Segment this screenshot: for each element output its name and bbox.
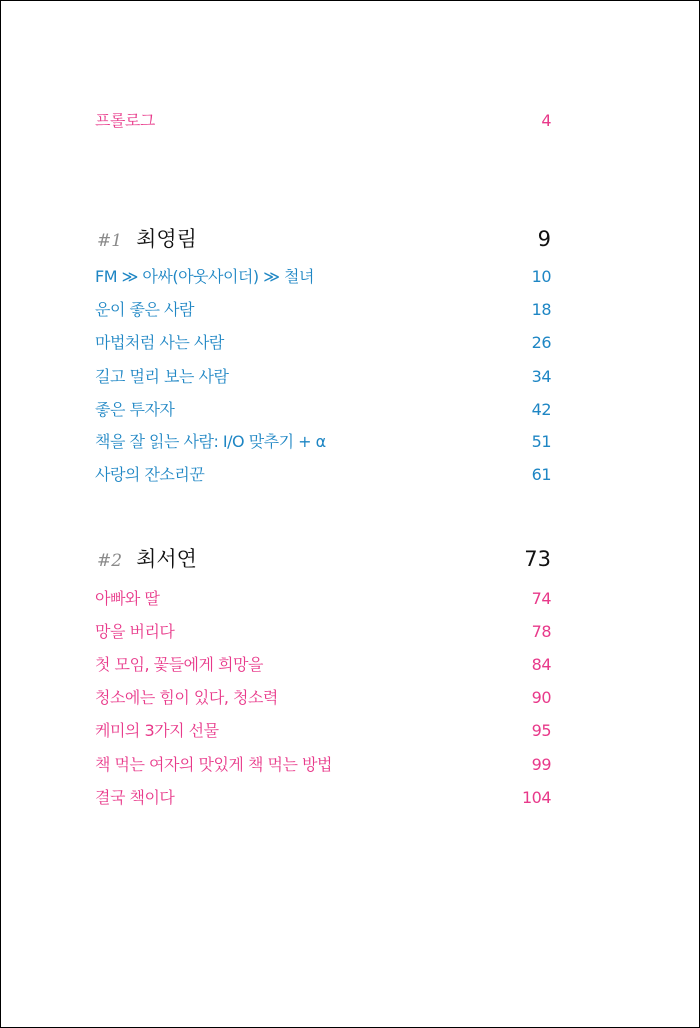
entry-page: 90 — [531, 688, 551, 707]
toc-entry[interactable] — [95, 685, 551, 708]
chapter-heading-2[interactable] — [97, 543, 551, 573]
toc-entry[interactable] — [95, 429, 551, 452]
entry-title: 사랑의 잔소리꾼 — [95, 465, 205, 484]
entry-title: 아빠와 딸 — [95, 589, 160, 608]
entry-page: 99 — [531, 755, 551, 774]
chapter-heading-1[interactable] — [97, 223, 551, 253]
chapter-page: 9 — [537, 227, 551, 251]
toc-entry[interactable] — [95, 397, 551, 420]
entry-title: 마법처럼 사는 사람 — [95, 333, 224, 352]
entry-title: 망을 버리다 — [95, 622, 175, 641]
entry-page: 104 — [521, 788, 551, 807]
chapter-name: 최영림 — [136, 227, 197, 251]
entry-title: 운이 좋은 사람 — [95, 300, 194, 319]
chapter-number: #2 — [97, 551, 123, 571]
toc-entry[interactable] — [95, 586, 551, 609]
chapter-page: 73 — [524, 547, 551, 571]
toc-entry[interactable] — [95, 718, 551, 741]
toc-entry[interactable] — [95, 330, 551, 353]
entry-title: 결국 책이다 — [95, 788, 175, 807]
toc-entry[interactable] — [95, 785, 551, 808]
entry-title: 케미의 3가지 선물 — [95, 721, 219, 740]
entry-page: 78 — [531, 622, 551, 641]
toc-entry-prologue[interactable] — [95, 108, 551, 131]
entry-title: 좋은 투자자 — [95, 400, 175, 419]
toc-entry[interactable] — [95, 297, 551, 320]
entry-page: 84 — [531, 655, 551, 674]
entry-page: 61 — [531, 465, 551, 484]
toc-entry[interactable] — [95, 752, 551, 775]
entry-page: 4 — [541, 111, 551, 130]
toc-entry[interactable] — [95, 264, 551, 287]
chapter-number: #1 — [97, 231, 123, 251]
entry-title: 프롤로그 — [95, 111, 155, 130]
entry-title: 길고 멀리 보는 사람 — [95, 367, 229, 386]
chapter-name: 최서연 — [136, 547, 197, 571]
toc-entry[interactable] — [95, 652, 551, 675]
entry-title: 첫 모임, 꽃들에게 희망을 — [95, 655, 263, 674]
entry-title: 청소에는 힘이 있다, 청소력 — [95, 688, 278, 707]
entry-page: 95 — [531, 721, 551, 740]
entry-page: 18 — [531, 300, 551, 319]
entry-title: 책 먹는 여자의 맛있게 책 먹는 방법 — [95, 755, 332, 774]
entry-title: 책을 잘 읽는 사람: I/O 맞추기 + α — [95, 432, 326, 451]
entry-page: 26 — [531, 333, 551, 352]
entry-page: 42 — [531, 400, 551, 419]
entry-title: FM ≫ 아싸(아웃사이더) ≫ 철녀 — [95, 267, 314, 286]
entry-page: 51 — [531, 432, 551, 451]
entry-page: 10 — [531, 267, 551, 286]
toc-entry[interactable] — [95, 364, 551, 387]
toc-entry[interactable] — [95, 619, 551, 642]
toc-entry[interactable] — [95, 462, 551, 485]
entry-page: 34 — [531, 367, 551, 386]
entry-page: 74 — [531, 589, 551, 608]
